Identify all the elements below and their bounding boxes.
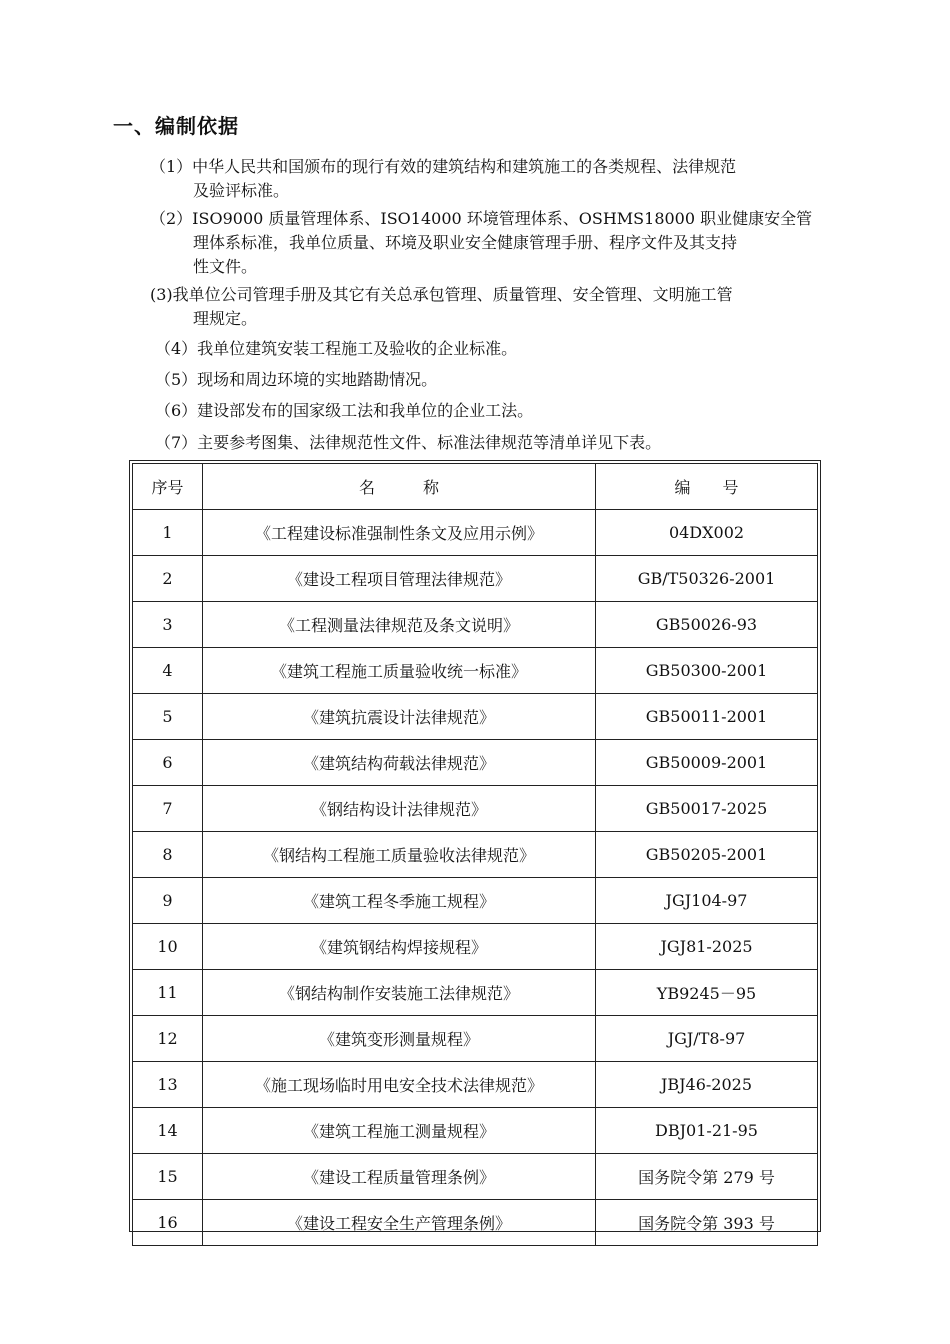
row-name: 《建筑变形测量规程》: [203, 1016, 596, 1062]
table-row: [133, 878, 818, 924]
row-index: 10: [133, 924, 203, 970]
row-name: 《钢结构设计法律规范》: [203, 786, 596, 832]
row-index: 11: [133, 970, 203, 1016]
table-row: [133, 556, 818, 602]
paragraph-1-line1: （1）中华人民共和国颁布的现行有效的建筑结构和建筑施工的各类规程、法律规范: [150, 157, 737, 176]
table-row: [133, 924, 818, 970]
table-row: [133, 510, 818, 556]
row-index: 7: [133, 786, 203, 832]
section-heading: 一、编制依据: [113, 114, 239, 138]
paragraph-2: [150, 207, 812, 279]
row-index: 8: [133, 832, 203, 878]
row-code: GB50300-2001: [596, 648, 818, 694]
row-name: 《建筑工程冬季施工规程》: [203, 878, 596, 924]
row-name: 《工程建设标准强制性条文及应用示例》: [203, 510, 596, 556]
row-code: 国务院令第 279 号: [596, 1154, 818, 1200]
table-row: [133, 832, 818, 878]
row-name: 《建筑工程施工质量验收统一标准》: [203, 648, 596, 694]
row-name: 《建设工程质量管理条例》: [203, 1154, 596, 1200]
paragraph-2-line2: 理体系标准，我单位质量、环境及职业安全健康管理手册、程序文件及其支持: [193, 233, 738, 252]
row-name: 《钢结构制作安装施工法律规范》: [203, 970, 596, 1016]
row-name: 《工程测量法律规范及条文说明》: [203, 602, 596, 648]
paragraph-5-line1: （5）现场和周边环境的实地踏勘情况。: [155, 370, 438, 389]
row-name: 《建筑钢结构焊接规程》: [203, 924, 596, 970]
row-code: GB50205-2001: [596, 832, 818, 878]
table-row: [133, 1108, 818, 1154]
row-index: 9: [133, 878, 203, 924]
paragraph-1-line2: 及验评标准。: [193, 181, 290, 200]
row-code: GB50017-2025: [596, 786, 818, 832]
table-row: [133, 648, 818, 694]
table-row: [133, 740, 818, 786]
row-code: JGJ104-97: [596, 878, 818, 924]
paragraph-1: [150, 155, 736, 203]
table-row: [133, 1062, 818, 1108]
paragraph-4: [155, 337, 517, 361]
header-index: 序号: [133, 464, 203, 510]
table-row: [133, 1016, 818, 1062]
row-code: 04DX002: [596, 510, 818, 556]
table-row: [133, 970, 818, 1016]
row-code: JBJ46-2025: [596, 1062, 818, 1108]
row-code: YB9245－95: [596, 970, 818, 1016]
paragraph-2-line3: 性文件。: [193, 257, 258, 276]
paragraph-6-line1: （6）建设部发布的国家级工法和我单位的企业工法。: [155, 401, 534, 420]
table-row: [133, 602, 818, 648]
row-code: DBJ01-21-95: [596, 1108, 818, 1154]
row-index: 3: [133, 602, 203, 648]
row-code: 国务院令第 393 号: [596, 1200, 818, 1246]
paragraph-7-line1: （7）主要参考图集、法律规范性文件、标准法律规范等清单详见下表。: [155, 433, 662, 452]
row-name: 《建筑结构荷载法律规范》: [203, 740, 596, 786]
row-index: 6: [133, 740, 203, 786]
paragraph-6: [155, 399, 533, 423]
row-index: 5: [133, 694, 203, 740]
row-code: GB50011-2001: [596, 694, 818, 740]
paragraph-2-line1: （2）ISO9000 质量管理体系、ISO14000 环境管理体系、OSHMS18000 职业健康安全管: [150, 209, 813, 228]
row-code: GB50026-93: [596, 602, 818, 648]
paragraph-7: [155, 431, 661, 455]
row-index: 13: [133, 1062, 203, 1108]
row-index: 15: [133, 1154, 203, 1200]
table-row: [133, 1200, 818, 1246]
paragraph-4-line1: （4）我单位建筑安装工程施工及验收的企业标准。: [155, 339, 518, 358]
header-code: 编 号: [596, 464, 818, 510]
table-row: [133, 786, 818, 832]
table-row: [133, 1154, 818, 1200]
row-index: 14: [133, 1108, 203, 1154]
row-code: JGJ/T8-97: [596, 1016, 818, 1062]
row-index: 4: [133, 648, 203, 694]
row-code: GB50009-2001: [596, 740, 818, 786]
row-index: 1: [133, 510, 203, 556]
reference-table-frame: [129, 460, 821, 1232]
paragraph-5: [155, 368, 437, 392]
row-name: 《施工现场临时用电安全技术法律规范》: [203, 1062, 596, 1108]
table-header-row: [133, 464, 818, 510]
row-index: 12: [133, 1016, 203, 1062]
row-code: JGJ81-2025: [596, 924, 818, 970]
row-name: 《建筑工程施工测量规程》: [203, 1108, 596, 1154]
table-row: [133, 694, 818, 740]
header-name: 名 称: [203, 464, 596, 510]
paragraph-3: [150, 283, 733, 331]
paragraph-3-line1: (3)我单位公司管理手册及其它有关总承包管理、质量管理、安全管理、文明施工管: [150, 285, 733, 304]
row-index: 2: [133, 556, 203, 602]
row-name: 《建设工程项目管理法律规范》: [203, 556, 596, 602]
reference-table: [132, 463, 818, 1246]
row-index: 16: [133, 1200, 203, 1246]
row-name: 《建筑抗震设计法律规范》: [203, 694, 596, 740]
row-code: GB/T50326-2001: [596, 556, 818, 602]
row-name: 《建设工程安全生产管理条例》: [203, 1200, 596, 1246]
paragraph-3-line2: 理规定。: [193, 309, 258, 328]
row-name: 《钢结构工程施工质量验收法律规范》: [203, 832, 596, 878]
